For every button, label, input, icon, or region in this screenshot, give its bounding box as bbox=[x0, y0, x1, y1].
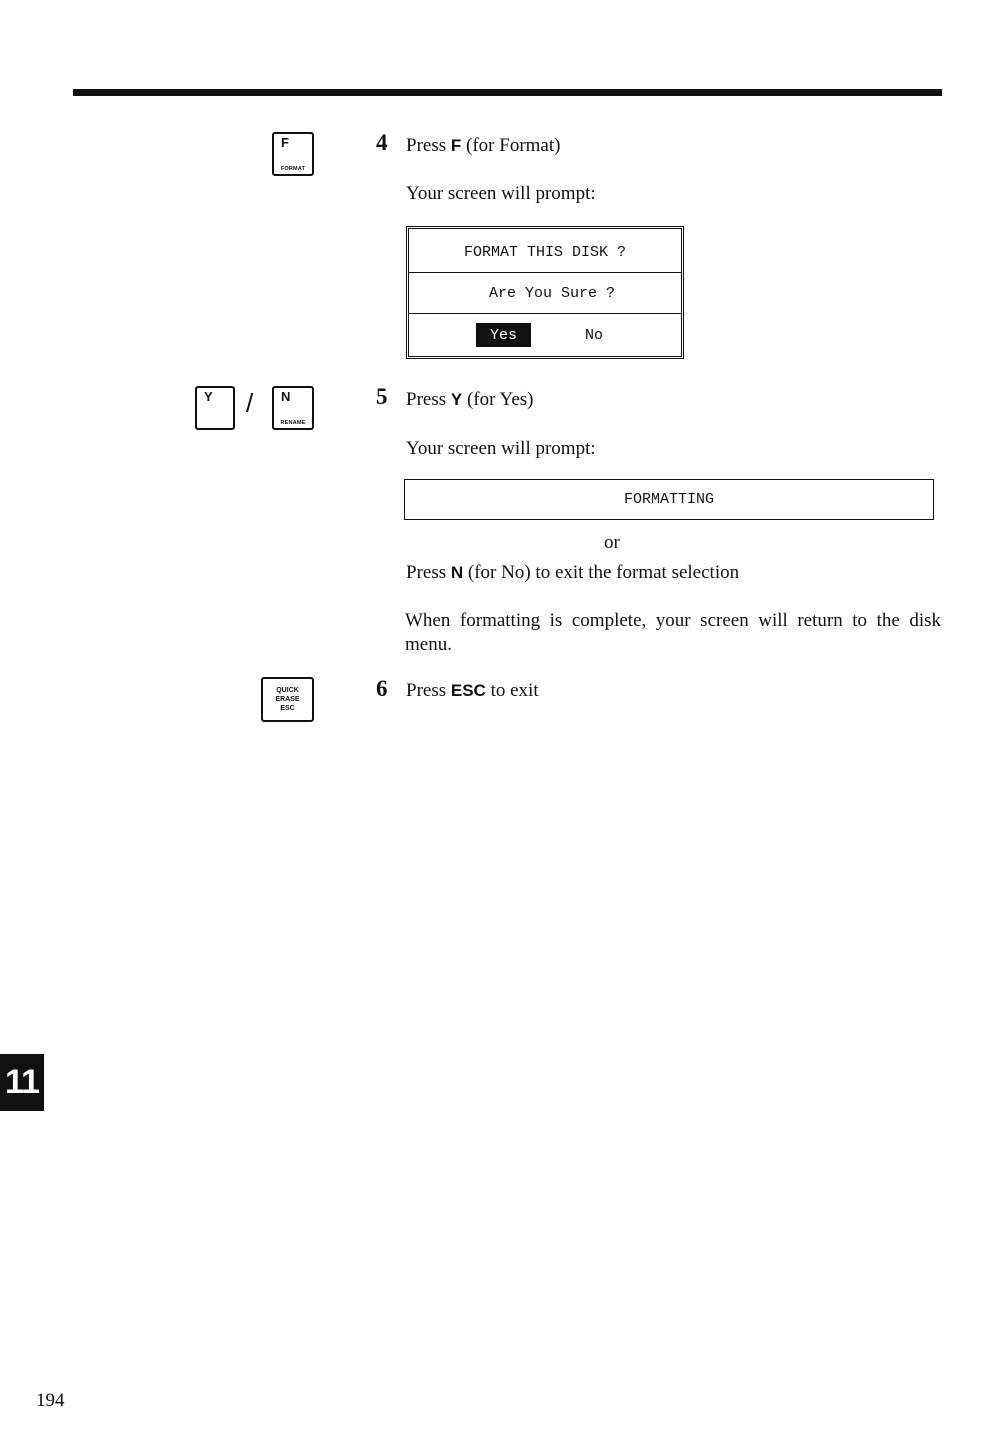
esc-key-icon bbox=[261, 677, 314, 722]
esc-key-line1: QUICK bbox=[276, 687, 299, 694]
dialog-question: Are You Sure ? bbox=[409, 274, 681, 314]
dialog-title: FORMAT THIS DISK ? bbox=[409, 232, 681, 273]
yes-key-letter: Y bbox=[204, 389, 213, 404]
step-5-prompt-text: Your screen will prompt: bbox=[406, 438, 596, 459]
key-separator-slash: / bbox=[246, 388, 254, 418]
step-4-number: 4 bbox=[376, 130, 388, 155]
format-key-letter: F bbox=[281, 135, 289, 150]
page-number: 194 bbox=[36, 1390, 65, 1411]
no-option: No bbox=[585, 326, 604, 344]
chapter-tab: 11 bbox=[0, 1054, 44, 1111]
rename-key-letter: N bbox=[281, 389, 291, 404]
rename-key-icon bbox=[272, 386, 314, 430]
top-rule bbox=[73, 89, 942, 96]
yes-option: Yes bbox=[476, 323, 531, 347]
format-confirm-dialog bbox=[406, 226, 684, 359]
esc-key-line3: ESC bbox=[280, 705, 295, 712]
or-text: or bbox=[604, 532, 620, 553]
step-6-instruction: Press ESC to exit bbox=[406, 680, 539, 701]
step-4-instruction: Press F (for Format) bbox=[406, 135, 561, 156]
completion-paragraph: When formatting is complete, your screen will return to the disk menu. bbox=[405, 610, 941, 655]
format-key-icon bbox=[272, 132, 314, 176]
step-4-prompt-text: Your screen will prompt: bbox=[406, 183, 596, 204]
step-5-number: 5 bbox=[376, 384, 388, 409]
no-option-instruction: Press N (for No) to exit the format selection bbox=[406, 562, 740, 583]
format-key-caption: FORMAT bbox=[280, 166, 306, 172]
formatting-message-box bbox=[404, 479, 934, 520]
yes-key-icon bbox=[195, 386, 235, 430]
rename-key-caption: RENAME bbox=[280, 420, 306, 426]
step-6-number: 6 bbox=[376, 676, 388, 701]
step-5-instruction: Press Y (for Yes) bbox=[406, 389, 534, 410]
formatting-message: FORMATTING bbox=[623, 491, 714, 508]
esc-key-line2: ERASE bbox=[275, 696, 300, 703]
dialog-options bbox=[409, 316, 681, 356]
